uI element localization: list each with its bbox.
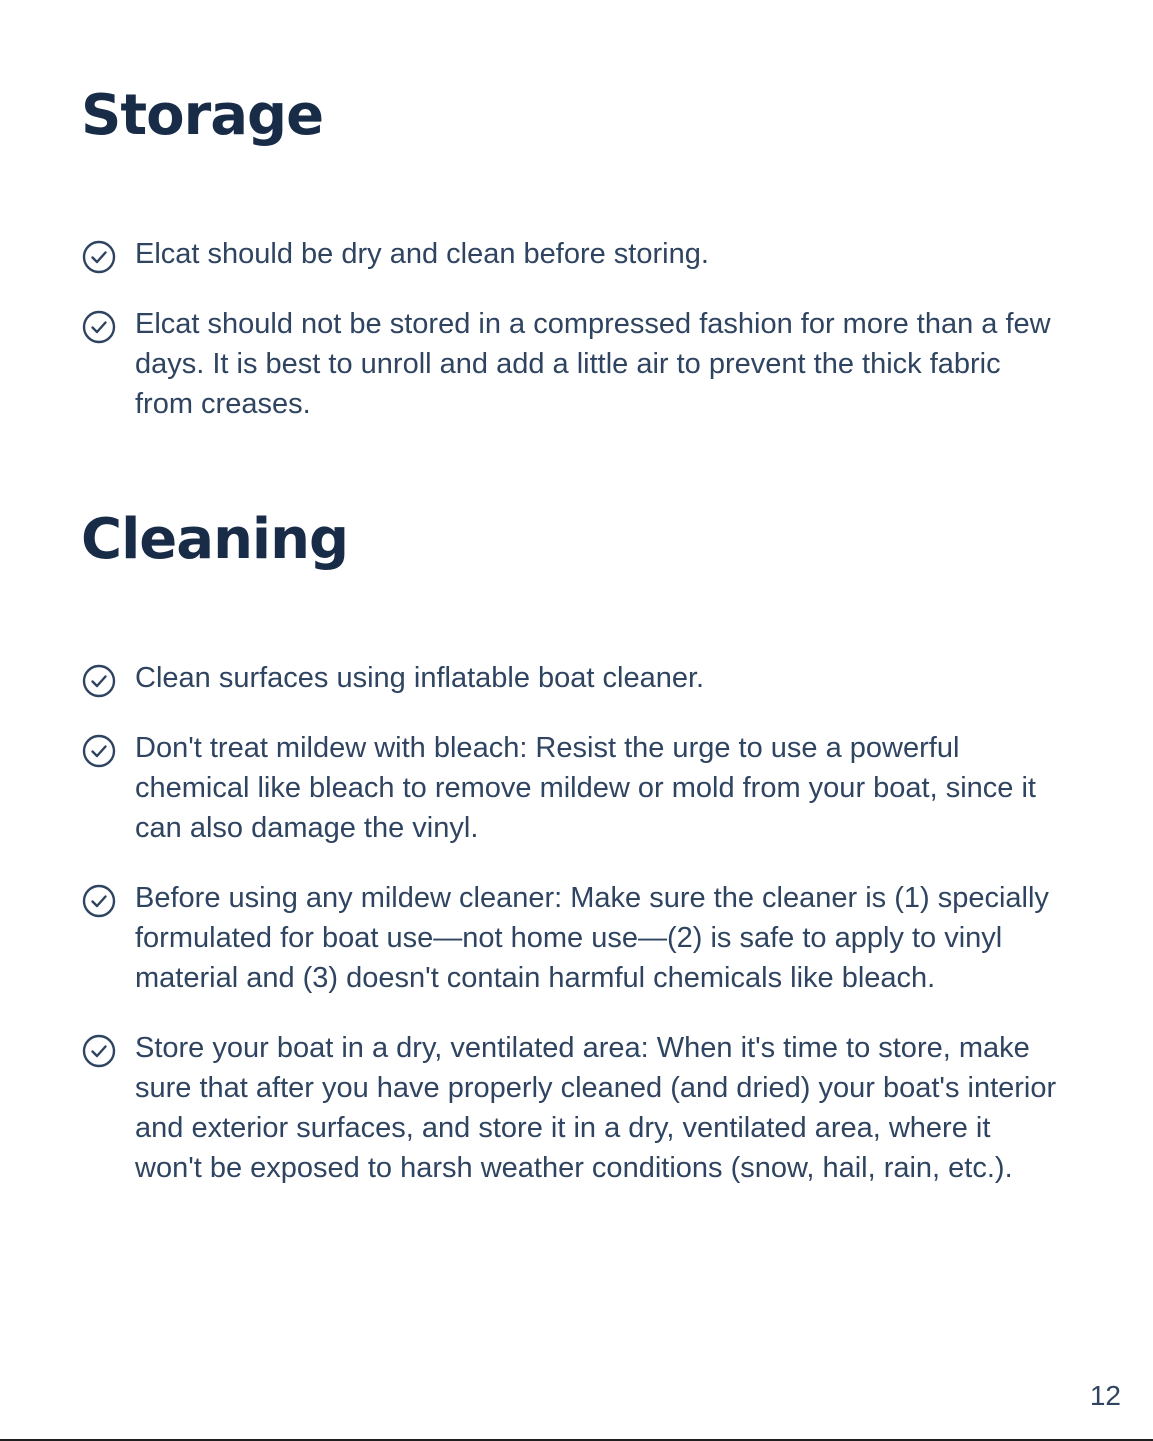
list-item-text: Before using any mildew cleaner: Make sure the cleaner is (1) specially formulated for boat use—not home use—(2) is safe to apply to vinyl material and (3) doesn't contain harmful chemicals like bleach. (135, 882, 1049, 994)
list-item (82, 658, 1062, 698)
list-item (82, 728, 1062, 848)
list-item (82, 878, 1062, 998)
section-title-cleaning: Cleaning (81, 507, 349, 572)
check-circle-icon (82, 884, 116, 918)
check-circle-icon (82, 734, 116, 768)
list-item-text: Elcat should be dry and clean before storing. (135, 238, 709, 270)
section-title-storage: Storage (81, 83, 324, 148)
list-item-text: Don't treat mildew with bleach: Resist the urge to use a powerful chemical like bleach to remove mildew or mold from your boat, since it can also damage the vinyl. (135, 732, 1036, 844)
list-item-text: Elcat should not be stored in a compressed fashion for more than a few days. It is best to unroll and add a little air to prevent the thick fabric from creases. (135, 308, 1051, 420)
check-circle-icon (82, 240, 116, 274)
cleaning-list (82, 658, 1062, 1218)
list-item (82, 1028, 1062, 1188)
check-circle-icon (82, 310, 116, 344)
check-circle-icon (82, 1034, 116, 1068)
list-item-text: Clean surfaces using inflatable boat cleaner. (135, 662, 705, 694)
check-circle-icon (82, 664, 116, 698)
list-item-text: Store your boat in a dry, ventilated area: When it's time to store, make sure that after you have properly cleaned (and dried) your boat's interior and exterior surfaces, and store it in a dry, ventilated area, where it won't be exposed to harsh weather conditions (snow, hail, rain, etc.). (135, 1032, 1057, 1184)
page-number: 12 (1089, 1380, 1121, 1411)
list-item (82, 304, 1062, 424)
list-item (82, 234, 1062, 274)
storage-list (82, 234, 1062, 454)
